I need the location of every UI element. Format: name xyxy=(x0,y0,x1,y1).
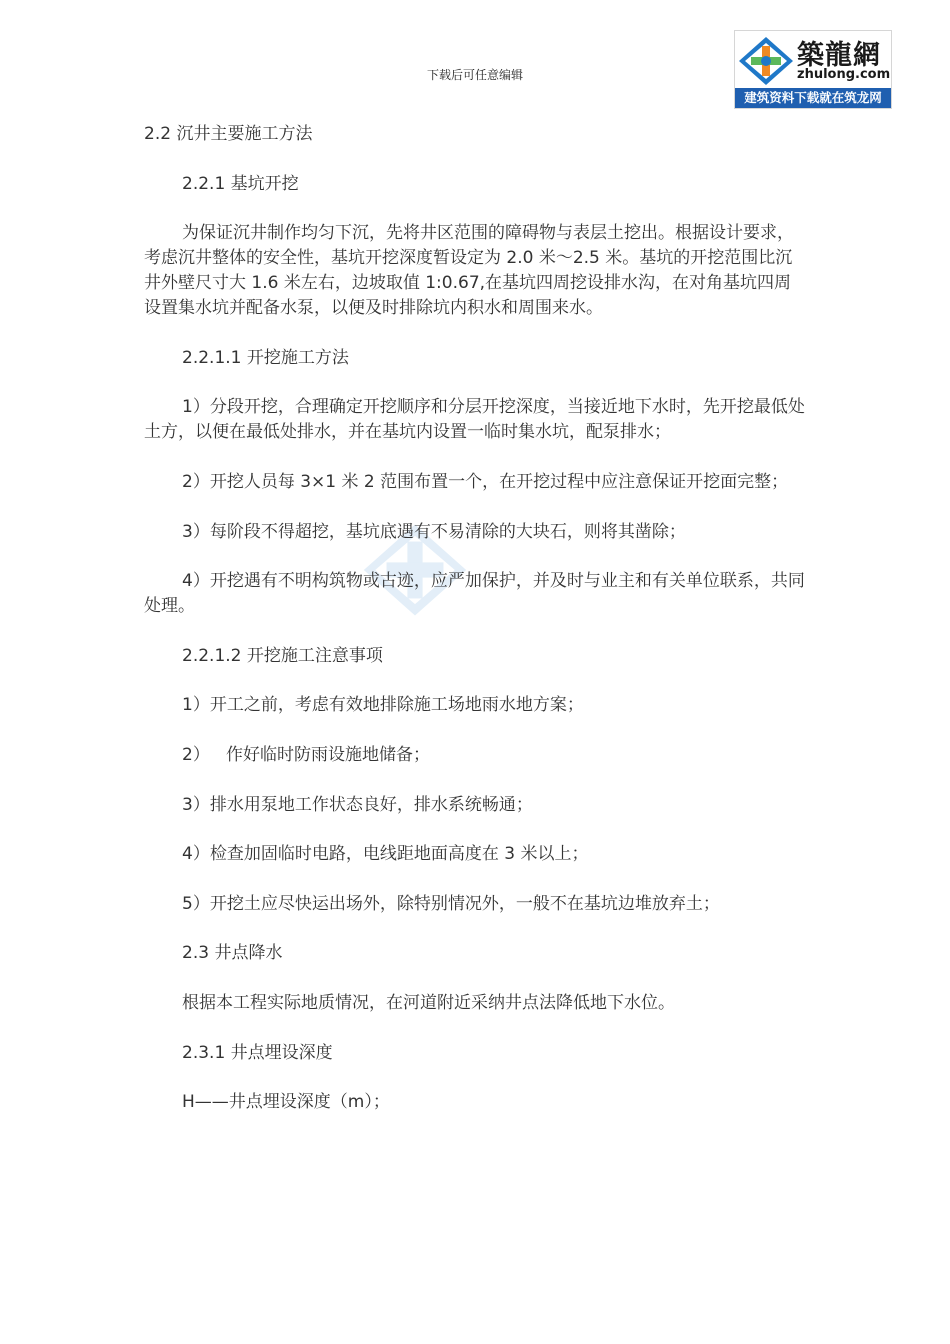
list-item: 2）开挖人员每 3×1 米 2 范围布置一个，在开挖过程中应注意保证开挖面完整； xyxy=(182,471,789,492)
list-item: 4）开挖遇有不明构筑物或古迹，应严加保护，并及时与业主和有关单位联系，共同处理。 xyxy=(144,571,805,617)
subsection-heading: 2.2.1.1 开挖施工方法 xyxy=(182,347,349,368)
logo-domain: zhulong.com xyxy=(797,67,891,82)
list-item: 5）开挖土应尽快运出场外，除特别情况外，一般不在基坑边堆放弃土； xyxy=(182,893,720,914)
list-item: 3）每阶段不得超挖，基坑底遇有不易清除的大块石，则将其凿除； xyxy=(182,521,686,542)
body-paragraph: 为保证沉井制作均匀下沉，先将井区范围的障碍物与表层土挖出。根据设计要求，考虑沉井整体的安全性，基坑开挖深度暂设定为 2.0 米～2.5 米。基坑的开挖范围比沉井外壁尺寸大 1.6 米左右，边坡取值 1:0.67,在基坑四周挖设排水沟，在对角基坑四周设置集水坑并配备水泵，以便及时排除坑内积水和周围来水。 xyxy=(144,223,794,319)
section-heading: 2.3 井点降水 xyxy=(182,943,283,964)
subsection-heading: 2.3.1 井点埋设深度 xyxy=(182,1042,333,1063)
subsection-heading: 2.2.1 基坑开挖 xyxy=(182,173,299,194)
logo-slogan: 建筑资料下载就在筑龙网 xyxy=(735,88,891,108)
list-item: 3）排水用泵地工作状态良好，排水系统畅通； xyxy=(182,794,533,815)
header-note: 下载后可任意编辑 xyxy=(426,68,523,82)
list-item: 1）开工之前，考虑有效地排除施工场地雨水地方案； xyxy=(182,695,584,716)
list-item: 1）分段开挖，合理确定开挖顺序和分层开挖深度，当接近地下水时，先开挖最低处土方，以便在最低处排水，并在基坑内设置一临时集水坑，配泵排水； xyxy=(144,397,805,443)
logo-chinese-name: 築龍網 xyxy=(797,40,881,71)
list-item: 4）检查加固临时电路，电线距地面高度在 3 米以上； xyxy=(182,844,589,865)
section-heading: 2.2 沉井主要施工方法 xyxy=(144,124,313,144)
snowflake-diamond-icon xyxy=(737,35,795,87)
list-item: 2） 作好临时防雨设施地储备； xyxy=(182,744,431,765)
subsection-heading: 2.2.1.2 开挖施工注意事项 xyxy=(182,645,383,666)
body-paragraph: 根据本工程实际地质情况，在河道附近采纳井点法降低地下水位。 xyxy=(182,992,675,1013)
document-body xyxy=(144,122,808,1140)
formula-variable: H——井点埋设深度（m）； xyxy=(182,1092,390,1113)
zhulong-logo xyxy=(734,30,892,109)
